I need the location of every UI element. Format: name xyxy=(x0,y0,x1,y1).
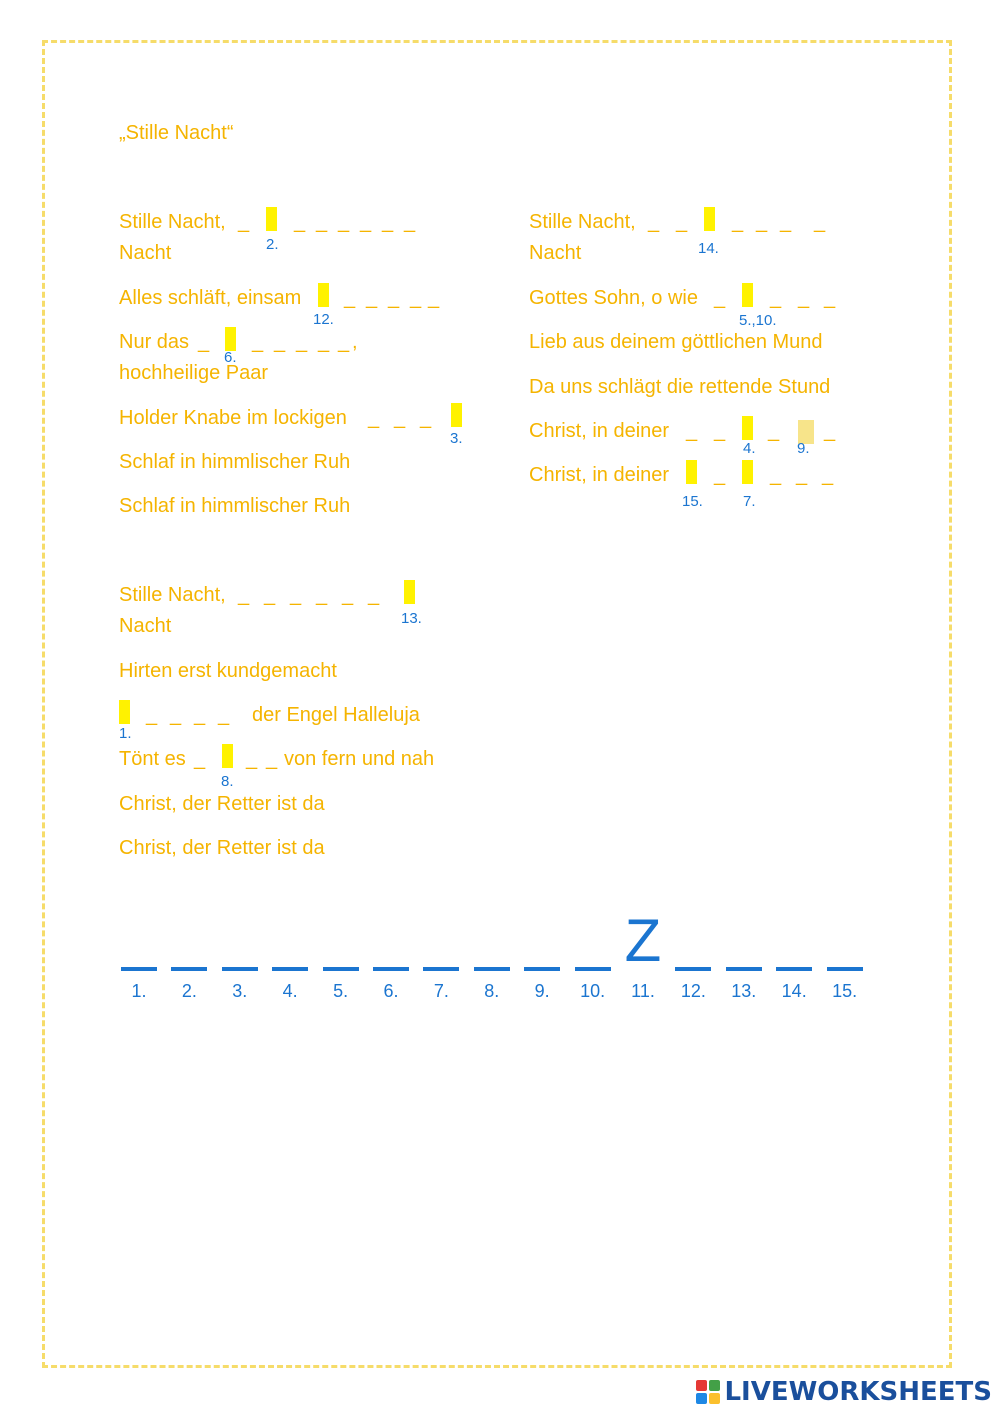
solution-slot-4[interactable] xyxy=(272,967,308,971)
marker-2: 2. xyxy=(266,236,279,253)
brand-name: LIVEWORKSHEETS xyxy=(724,1377,992,1407)
blank: _ xyxy=(382,211,394,233)
verse3-line1: Stille Nacht, xyxy=(119,584,226,606)
solution-number-15: 15. xyxy=(832,981,858,1001)
blank: _ xyxy=(338,211,350,233)
blank: _ xyxy=(266,748,278,770)
solution-slot-5[interactable] xyxy=(323,967,359,971)
solution-slot-10[interactable] xyxy=(575,967,611,971)
blank: _ xyxy=(252,331,264,353)
blank: _ xyxy=(824,420,836,442)
solution-letter-11: Z xyxy=(624,907,662,974)
solution-number-10: 10. xyxy=(580,981,606,1001)
verse1-line4: Holder Knabe im lockigen xyxy=(119,407,347,429)
verse3-line4b: von fern und nah xyxy=(284,748,435,770)
blank: _ xyxy=(686,420,698,442)
marker-6: 6. xyxy=(224,349,237,366)
blank: _ xyxy=(360,211,372,233)
blank: _ xyxy=(194,748,206,770)
blank: _ xyxy=(368,584,380,606)
verse1-line3b: hochheilige Paar xyxy=(119,362,268,384)
answer-slot-12[interactable] xyxy=(318,283,329,307)
blank: _ xyxy=(420,407,432,429)
marker-14: 14. xyxy=(698,240,719,257)
answer-slot-4[interactable] xyxy=(742,416,753,440)
solution-slot-2[interactable] xyxy=(171,967,207,971)
blank: _ xyxy=(170,704,182,726)
blank: _ xyxy=(198,331,210,353)
solution-number-4: 4. xyxy=(282,981,298,1001)
song-title: „Stille Nacht“ xyxy=(119,122,234,144)
solution-number-6: 6. xyxy=(383,981,399,1001)
verse3-line3: der Engel Halleluja xyxy=(252,704,420,726)
blank: _ xyxy=(366,287,378,309)
solution-slot-7[interactable] xyxy=(423,967,459,971)
verse2-line2: Gottes Sohn, o wie xyxy=(529,287,698,309)
blank: _ xyxy=(246,748,258,770)
blank: _ xyxy=(770,464,782,486)
blank: _ xyxy=(294,211,306,233)
solution-slot-14[interactable] xyxy=(776,967,812,971)
verse2-line5: Christ, in deiner xyxy=(529,420,670,442)
solution-number-11: 11. xyxy=(631,981,655,1001)
marker-7: 7. xyxy=(743,493,756,510)
blank: _ xyxy=(316,584,328,606)
answer-slot-14[interactable] xyxy=(704,207,715,231)
solution-slot-8[interactable] xyxy=(474,967,510,971)
blank: _ xyxy=(770,287,782,309)
solution-slot-12[interactable] xyxy=(675,967,711,971)
solution-number-9: 9. xyxy=(534,981,550,1001)
answer-slot-2[interactable] xyxy=(266,207,277,231)
verse3-line2: Hirten erst kundgemacht xyxy=(119,660,337,682)
marker-1: 1. xyxy=(119,725,132,742)
blank: _ xyxy=(146,704,158,726)
answer-slot-5-10[interactable] xyxy=(742,283,753,307)
blank: _ xyxy=(768,420,780,442)
blank: _ xyxy=(264,584,276,606)
solution-number-7: 7. xyxy=(433,981,449,1001)
brand-mark-icon xyxy=(696,1380,720,1404)
blank: _ xyxy=(814,211,826,233)
blank: _ xyxy=(238,211,250,233)
blank: _ xyxy=(822,464,834,486)
blank: _ xyxy=(428,287,440,309)
verse3-line1b: Nacht xyxy=(119,615,172,637)
verse2-line1: Stille Nacht, xyxy=(529,211,636,233)
solution-number-13: 13. xyxy=(731,981,757,1001)
blank: _ xyxy=(296,331,308,353)
answer-slot-13[interactable] xyxy=(404,580,415,604)
marker-5-10: 5.,10. xyxy=(739,312,777,329)
marker-4: 4. xyxy=(743,440,756,457)
solution-slot-15[interactable] xyxy=(827,967,863,971)
verse2-line1b: Nacht xyxy=(529,242,582,264)
blank: _ xyxy=(714,287,726,309)
marker-15: 15. xyxy=(682,493,703,510)
blank: _ xyxy=(318,331,330,353)
blank: _ xyxy=(338,331,350,353)
verse1-line2: Alles schläft, einsam xyxy=(119,287,302,309)
solution-slot-3[interactable] xyxy=(222,967,258,971)
solution-number-3: 3. xyxy=(232,981,248,1001)
blank: _ xyxy=(218,704,230,726)
blank: _ xyxy=(342,584,354,606)
solution-slot-1[interactable] xyxy=(121,967,157,971)
marker-12: 12. xyxy=(313,311,334,328)
blank: _ xyxy=(780,211,792,233)
solution-number-8: 8. xyxy=(484,981,500,1001)
blank: _ xyxy=(824,287,836,309)
marker-3: 3. xyxy=(450,430,463,447)
solution-number-12: 12. xyxy=(680,981,706,1001)
verse3-line4a: Tönt es xyxy=(119,748,186,770)
answer-slot-15[interactable] xyxy=(686,460,697,484)
marker-9: 9. xyxy=(797,440,810,457)
answer-slot-3[interactable] xyxy=(451,403,462,427)
blank: _ xyxy=(798,287,810,309)
blank: _ xyxy=(194,704,206,726)
blank: _ xyxy=(648,211,660,233)
liveworksheets-logo xyxy=(696,1377,992,1407)
marker-13: 13. xyxy=(401,610,422,627)
blank: _ xyxy=(274,331,286,353)
blank: _ xyxy=(344,287,356,309)
marker-8: 8. xyxy=(221,773,234,790)
blank: _ xyxy=(756,211,768,233)
verse3-line5: Christ, der Retter ist da xyxy=(119,793,325,815)
solution-slot-9[interactable] xyxy=(524,967,560,971)
blank: _ xyxy=(732,211,744,233)
solution-number-14: 14. xyxy=(781,981,807,1001)
verse1-line3: Nur das xyxy=(119,331,190,353)
verse1-line1b: Nacht xyxy=(119,242,172,264)
solution-number-1: 1. xyxy=(131,981,147,1001)
blank: _ xyxy=(404,211,416,233)
answer-slot-6[interactable] xyxy=(225,327,236,351)
answer-slot-7[interactable] xyxy=(742,460,753,484)
answer-slot-8[interactable] xyxy=(222,744,233,768)
blank: _ xyxy=(238,584,250,606)
verse2-line6: Christ, in deiner xyxy=(529,464,670,486)
solution-number-5: 5. xyxy=(333,981,349,1001)
verse2-line3: Lieb aus deinem göttlichen Mund xyxy=(529,331,823,353)
verse1-line1: Stille Nacht, xyxy=(119,211,226,233)
solution-slot-13[interactable] xyxy=(726,967,762,971)
verse3-line6: Christ, der Retter ist da xyxy=(119,837,325,859)
blank: _ xyxy=(368,407,380,429)
answer-slot-1[interactable] xyxy=(119,700,130,724)
verse1-line6: Schlaf in himmlischer Ruh xyxy=(119,495,351,517)
blank: _ xyxy=(316,211,328,233)
comma: , xyxy=(352,331,358,353)
blank: _ xyxy=(410,287,422,309)
solution-slot-6[interactable] xyxy=(373,967,409,971)
blank: _ xyxy=(676,211,688,233)
blank: _ xyxy=(290,584,302,606)
blank: _ xyxy=(714,420,726,442)
blank: _ xyxy=(714,464,726,486)
blank: _ xyxy=(394,407,406,429)
verse1-line5: Schlaf in himmlischer Ruh xyxy=(119,451,351,473)
blank: _ xyxy=(796,464,808,486)
verse2-line4: Da uns schlägt die rettende Stund xyxy=(529,376,831,398)
solution-number-2: 2. xyxy=(181,981,197,1001)
blank: _ xyxy=(388,287,400,309)
